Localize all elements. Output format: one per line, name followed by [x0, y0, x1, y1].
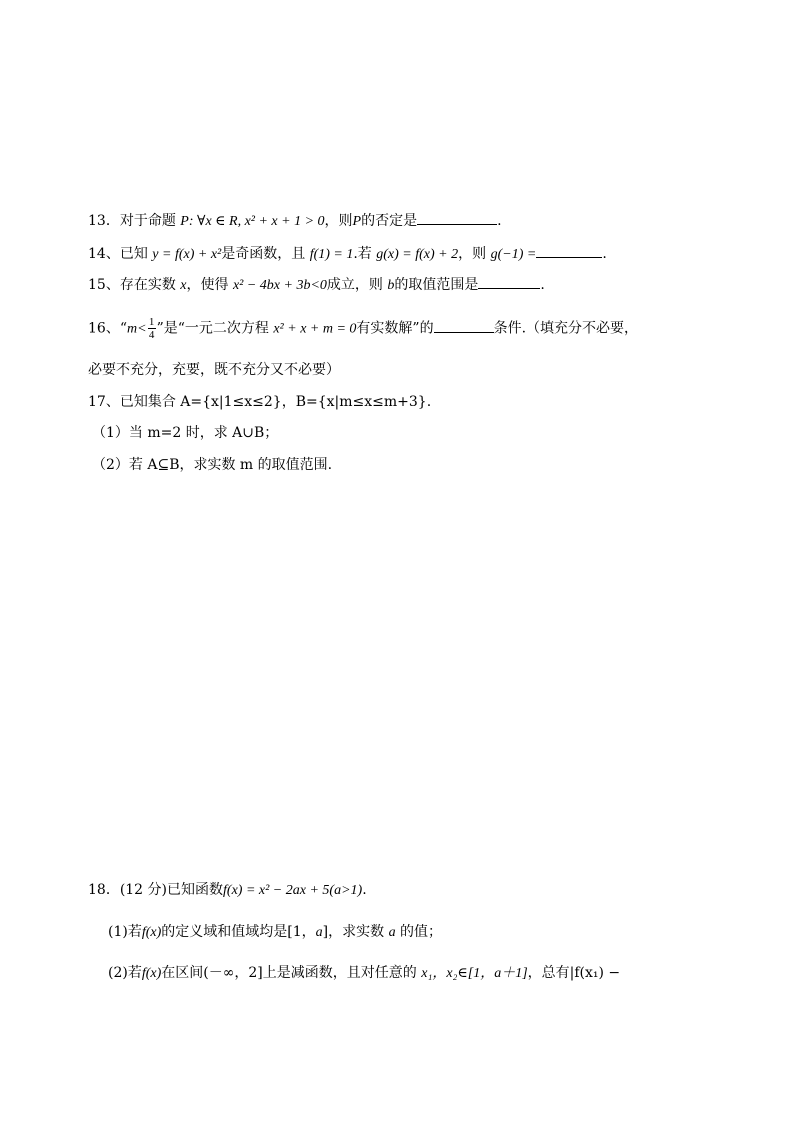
question-13: [88, 210, 502, 232]
q13-text: 对于命题: [119, 213, 176, 229]
q15-answer-blank[interactable]: [478, 274, 540, 289]
q18-line3-f: f(x): [141, 966, 162, 981]
q15-text-a: 15、存在实数: [88, 277, 176, 293]
q13-p: P: [352, 214, 362, 229]
q13-formula: P: ∀x ∈ R, x² + x + 1 > 0: [180, 214, 325, 229]
q15-formula: x² − 4bx + 3b<0: [232, 278, 327, 293]
q14-text-a: 14、已知: [88, 246, 148, 262]
q15-end: .: [540, 277, 545, 293]
q18-line2-d: 的值；: [400, 924, 443, 940]
q15-text-d: 的取值范围是: [394, 277, 479, 293]
q15-x: x: [180, 278, 187, 293]
question-18-part-2: [108, 963, 620, 984]
q16-lt: <: [137, 321, 147, 337]
q15-b: b: [387, 278, 395, 293]
q16-text-c: 有实数解”的: [356, 320, 434, 337]
q18-line1-end: .: [362, 882, 367, 898]
q18-line1-a: 18．(12 分)已知函数: [88, 882, 224, 898]
q16-frac-num: 1: [148, 316, 155, 328]
q18-line1-formula: f(x) = x² − 2ax + 5(a>1): [223, 883, 363, 898]
q13-number: 13．: [88, 213, 120, 229]
q14-formula-d: g(−1) =: [490, 247, 537, 262]
q14-end: .: [602, 246, 607, 262]
q13-text-2: ，则: [324, 213, 353, 229]
q14-formula-c: g(x) = f(x) + 2: [376, 247, 459, 262]
question-16-line-2: [88, 360, 340, 380]
q18-line2-a: (1)若: [108, 924, 142, 940]
q13-end: .: [497, 213, 502, 229]
q16-answer-blank[interactable]: [434, 318, 494, 333]
q14-formula-a: y = f(x) + x²: [152, 247, 222, 262]
q18-line2-b: 的定义域和值域均是[1，: [161, 924, 316, 940]
q18-line3-b: 在区间(－∞，2]上是减函数，且对任意的: [161, 965, 417, 981]
q16-frac-den: 4: [148, 329, 155, 341]
q16-line2: 必要不充分，充要，既不充分又不必要）: [88, 362, 340, 378]
q17-line3: （2）若 A⊆B，求实数 m 的取值范围.: [92, 457, 333, 473]
q16-m: m: [126, 321, 138, 337]
q13-answer-blank[interactable]: [417, 210, 497, 225]
q16-text-d: 条件.（填充分不必要，: [493, 320, 639, 337]
q14-answer-blank[interactable]: [536, 243, 602, 258]
question-17: [88, 392, 431, 412]
question-16: [88, 316, 638, 341]
q18-line2-a-var: a: [315, 925, 323, 940]
q18-line2-c: ]，求实数: [322, 924, 385, 940]
q17-line2: （1）当 m=2 时，求 A∪B；: [92, 425, 279, 441]
question-14: [88, 243, 607, 265]
q17-line1: 17、已知集合 A={x|1≤x≤2}，B={x|m≤x≤m+3}.: [88, 394, 432, 410]
question-17-part-2: [92, 455, 332, 475]
q15-text-c: 成立，则: [326, 277, 383, 293]
q18-line3-c: ，总有|f(x₁) −: [527, 965, 621, 981]
question-17-part-1: [92, 423, 278, 443]
q13-text-3: 的否定是: [361, 213, 418, 229]
q18-line2-a-var-2: a: [388, 925, 396, 940]
q16-formula: x² + x + m = 0: [273, 321, 357, 337]
q14-formula-b: f(1) = 1: [309, 247, 354, 262]
q14-text-d: ，则: [458, 246, 487, 262]
q16-text-b: ”是“一元二次方程: [156, 320, 269, 337]
q16-fraction: [148, 316, 156, 341]
q18-line2-f: f(x): [141, 925, 162, 940]
q18-line3-a: (2)若: [108, 965, 142, 981]
q16-text-a: 16、“: [88, 320, 127, 337]
q14-text-b: 是奇函数，且: [221, 246, 306, 262]
q14-text-c: .若: [353, 246, 372, 262]
question-18-part-1: [108, 922, 442, 943]
q15-text-b: ，使得: [186, 277, 229, 293]
question-15: [88, 274, 545, 296]
question-18: [88, 880, 367, 901]
q18-line3-vars: x₁，x₂∈[1，a＋1]: [421, 966, 528, 981]
